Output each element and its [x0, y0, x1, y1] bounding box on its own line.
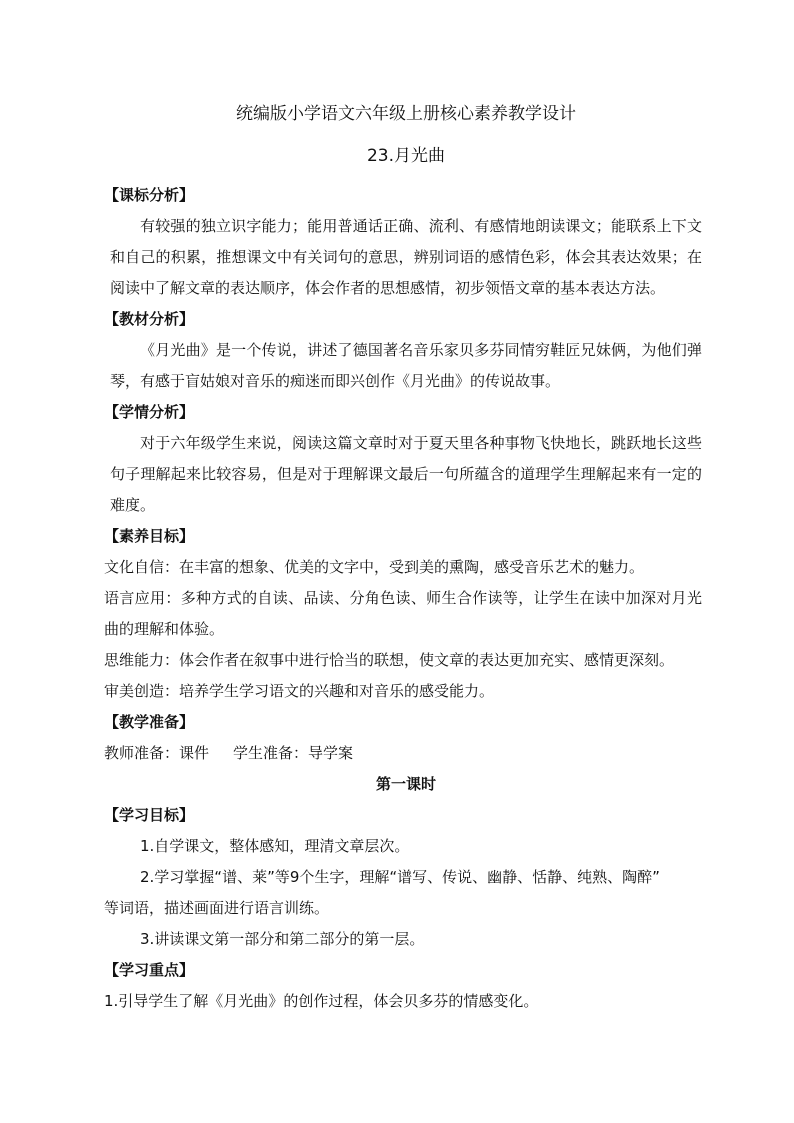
xueqing-text: 对于六年级学生来说，阅读这篇文章时对于夏天里各种事物飞快地长，跳跃地长这些句子理解起来比较容易，但是对于理解课文最后一句所蕴含的道理学生理解起来有一定的难度。: [110, 434, 702, 514]
heading-jiaocai: 【教材分析】: [104, 310, 195, 328]
suyang-item-language: 语言应用：多种方式的自读、品读、分角色读、师生合作读等，让学生在读中加深对月光曲的理解和体验。: [104, 589, 702, 638]
kebiao-text: 有较强的独立识字能力；能用普通话正确、流利、有感情地朗读课文；能联系上下文和自己的积累，推想课文中有关词句的意思，辨别词语的感情色彩，体会其表达效果；在阅读中了解文章的表达顺序，体会作者的思想感情，初步领悟文章的基本表达方法。: [110, 217, 702, 297]
lesson-period: 第一课时: [375, 775, 436, 793]
jiaocai-text: 《月光曲》是一个传说，讲述了德国著名音乐家贝多芬同情穷鞋匠兄妹俩，为他们弹琴，有感于盲姑娘对音乐的痴迷而即兴创作《月光曲》的传说故事。: [110, 341, 702, 390]
zhunbei-line: [104, 738, 702, 769]
heading-zhongdian: 【学习重点】: [104, 961, 195, 979]
mubiao-item-3: 3.讲读课文第一部分和第二部分的第一层。: [140, 930, 425, 948]
suyang-item-thinking: 思维能力：体会作者在叙事中进行恰当的联想，使文章的表达更加充实、感情更深刻。: [104, 651, 675, 669]
heading-kebiao: 【课标分析】: [104, 186, 195, 204]
teacher-prep: 教师准备：课件: [104, 744, 210, 762]
heading-xueqing: 【学情分析】: [104, 403, 195, 421]
lesson-title: 23.月光曲: [366, 146, 446, 166]
document-title: 统编版小学语文六年级上册核心素养教学设计: [236, 104, 576, 124]
suyang-item-culture: 文化自信：在丰富的想象、优美的文字中，受到美的熏陶，感受音乐艺术的魅力。: [104, 558, 645, 576]
heading-mubiao: 【学习目标】: [104, 806, 195, 824]
mubiao-item-2: 2.学习掌握“谱、莱”等9个生字，理解“谱写、传说、幽静、恬静、纯熟、陶醉”: [140, 868, 660, 886]
mubiao-item-2-cont: 等词语，描述画面进行语言训练。: [104, 899, 330, 917]
mubiao-item-1: 1.自学课文，整体感知，理清文章层次。: [140, 837, 410, 855]
suyang-item-aesthetic: 审美创造：培养学生学习语文的兴趣和对音乐的感受能力。: [104, 682, 495, 700]
heading-suyang: 【素养目标】: [104, 527, 195, 545]
zhongdian-item-1: 1.引导学生了解《月光曲》的创作过程，体会贝多芬的情感变化。: [104, 992, 539, 1010]
student-prep: 学生准备：导学案: [233, 744, 354, 762]
heading-zhunbei: 【教学准备】: [104, 713, 195, 731]
